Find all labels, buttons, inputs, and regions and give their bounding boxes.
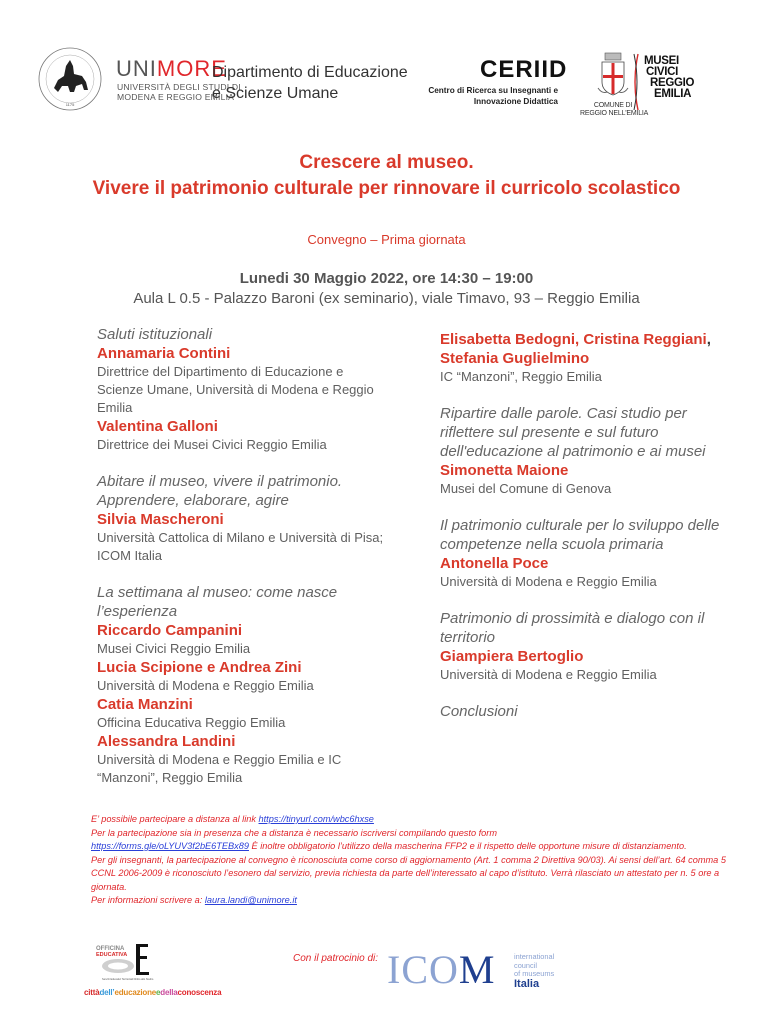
teachers-note: Per gli insegnanti, la partecipazione al convegno è riconosciuta come corso di aggiornamento (Art. 1 comma 2 Direttiva 90/03). Ai sensi dell’art. 64 comma 5 CCNL 2006-2009 è riconosciuto l’esonero dal servizio, previa richiesta da parte dell’interessato al capo d’istituto. Verrà rilasciato un attestato per n. 5 ore a giornata. <box>91 854 726 892</box>
unimore-seal-logo <box>30 46 110 112</box>
musei-bracket-icon <box>630 52 642 112</box>
remote-text: E’ possibile partecipare a distanza al link <box>91 814 259 824</box>
speaker-name: Simonetta Maione <box>440 462 569 479</box>
musei-civici-logo <box>644 56 694 100</box>
officina-logo-icon <box>92 942 182 982</box>
spacer <box>97 565 387 583</box>
ceriid-line2: Innovazione Didattica <box>473 97 558 106</box>
speaker-name: Riccardo Campanini <box>97 622 243 639</box>
participation-notes <box>91 813 751 908</box>
citta-word: dell’ <box>99 988 115 997</box>
speaker-name: Silvia Mascheroni <box>97 511 224 528</box>
event-date: Lunedi 30 Maggio 2022, ore 14:30 – 19:00 <box>239 270 534 287</box>
comune-reggio-emilia-logo <box>597 52 629 102</box>
program-left-column <box>97 325 387 787</box>
ceriid-logo: CERIID <box>480 56 568 83</box>
comune-caption-line1: COMUNE DI <box>593 102 633 109</box>
registration-note: Per la partecipazione sia in presenza che a distanza è necessario iscriversi compilando questo form <box>91 827 497 838</box>
speaker-name: Lucia Scipione e Andrea Zini <box>97 659 302 676</box>
icom-word-dark: M <box>458 947 496 992</box>
speaker-affiliation: Università Cattolica di Milano e Università di Pisa; ICOM Italia <box>97 530 384 563</box>
spacer <box>440 386 730 404</box>
speaker-name: Elisabetta Bedogni, Cristina Reggiani <box>440 331 707 348</box>
unimore-sub-line2: MODENA E REGGIO EMILIA <box>117 92 235 102</box>
speaker-affiliation: Direttrice del Dipartimento di Educazione e Scienze Umane, Università di Modena e Reggio Emilia <box>97 364 374 415</box>
event-title-line1: Crescere al museo. <box>299 152 474 173</box>
speaker-name-group <box>440 330 730 368</box>
icom-sub-line: council <box>514 960 538 970</box>
icom-logo <box>387 947 496 992</box>
speaker-name: Annamaria Contini <box>97 345 231 362</box>
spacer <box>440 684 730 702</box>
unimore-sub-line1: UNIVERSITÀ DEGLI STUDI DI <box>117 82 241 92</box>
musei-line: REGGIO <box>650 77 695 89</box>
citta-word: educazione <box>114 988 157 997</box>
comune-caption-line2: REGGIO NELL'EMILIA <box>580 110 649 117</box>
citta-educazione-logo <box>84 988 221 997</box>
officina-line2: EDUCATIVA <box>96 952 128 958</box>
speaker-name: Stefania Guglielmino <box>440 350 590 367</box>
citta-word: della <box>160 988 178 997</box>
event-venue: Aula L 0.5 - Palazzo Baroni (ex seminario), viale Timavo, 93 – Reggio Emilia <box>133 290 640 307</box>
speaker-name: Antonella Poce <box>440 555 549 572</box>
talk-title: Saluti istituzionali <box>97 326 213 343</box>
speaker-affiliation: Università di Modena e Reggio Emilia <box>97 678 314 693</box>
department-line1: Dipartimento di Educazione <box>212 64 408 81</box>
talk-title: Ripartire dalle parole. Casi studio per riflettere sul presente e sul futuro dell'educazione al patrimonio e ai musei <box>440 405 706 460</box>
musei-line: EMILIA <box>654 88 692 100</box>
unimore-word-gray: UNI <box>116 56 157 81</box>
unimore-wordmark <box>116 58 227 80</box>
icom-subtitle <box>514 953 554 979</box>
icom-country: Italia <box>514 978 540 990</box>
department-line2: e Scienze Umane <box>212 85 339 102</box>
citta-word: città <box>84 988 100 997</box>
contact-email-link[interactable]: laura.landi@unimore.it <box>204 895 297 905</box>
contact-note <box>91 894 751 908</box>
speaker-affiliation: Università di Modena e Reggio Emilia <box>440 574 657 589</box>
speaker-affiliation: Direttrice dei Musei Civici Reggio Emilia <box>97 437 327 452</box>
spacer <box>440 498 730 516</box>
citta-word: conoscenza <box>177 988 222 997</box>
ceriid-line1: Centro di Ricerca su Insegnanti e <box>428 86 558 95</box>
name-separator: , <box>706 331 711 348</box>
spacer <box>440 591 730 609</box>
seal-icon <box>30 46 110 112</box>
musei-line: MUSEI <box>644 55 679 67</box>
contact-text: Per informazioni scrivere a: <box>91 895 205 905</box>
event-title-line2: Vivere il patrimonio culturale per rinnovare il curricolo scolastico <box>92 178 681 199</box>
program-right-column <box>440 330 730 721</box>
speaker-affiliation: Musei Civici Reggio Emilia <box>97 641 251 656</box>
speaker-affiliation: Officina Educativa Reggio Emilia <box>97 715 286 730</box>
speaker-affiliation: Università di Modena e Reggio Emilia e IC “Manzoni”, Reggio Emilia <box>97 752 342 785</box>
officina-educativa-logo <box>92 942 182 982</box>
ceriid-subtitle <box>420 85 558 107</box>
seal-year: 1175 <box>65 102 75 107</box>
talk-title: Abitare il museo, vivere il patrimonio. Apprendere, elaborare, agire <box>97 473 343 509</box>
speaker-affiliation: IC “Manzoni”, Reggio Emilia <box>440 369 602 384</box>
speaker-name: Catia Manzini <box>97 696 193 713</box>
speaker-affiliation: Università di Modena e Reggio Emilia <box>440 667 657 682</box>
closing-remarks: Conclusioni <box>440 703 518 720</box>
remote-note <box>91 813 751 827</box>
officina-line1: OFFICINA <box>96 946 125 952</box>
speaker-name: Alessandra Landini <box>97 733 236 750</box>
patronage-label: Con il patrocinio di: <box>293 953 379 964</box>
form-note <box>91 840 751 854</box>
registration-form-link[interactable]: https://forms.gle/oLYUV3f2bE6TEBx89 <box>91 841 249 851</box>
officina-caption: Servizi Educativi Territoriali Diritto allo Studio <box>102 978 154 981</box>
musei-line: CIVICI <box>646 66 679 78</box>
unimore-word-red: MORE <box>156 56 227 81</box>
event-subtitle: Convegno – Prima giornata <box>307 232 466 247</box>
mask-text: È inoltre obbligatorio l’utilizzo della mascherina FFP2 e il rispetto delle opportune misure di distanziamento. <box>248 841 687 851</box>
speaker-name: Valentina Galloni <box>97 418 218 435</box>
talk-title: La settimana al museo: come nasce l’esperienza <box>97 584 338 620</box>
talk-title: Patrimonio di prossimità e dialogo con il territorio <box>440 610 705 646</box>
citta-word: e <box>156 988 161 997</box>
remote-link[interactable]: https://tinyurl.com/wbc6hxse <box>258 814 374 824</box>
coat-of-arms-icon <box>597 52 629 102</box>
department-name <box>212 62 408 104</box>
spacer <box>97 454 387 472</box>
speaker-name: Giampiera Bertoglio <box>440 648 584 665</box>
talk-title: Il patrimonio culturale per lo sviluppo delle competenze nella scuola primaria <box>440 517 720 553</box>
icom-sub-line: of museums <box>514 969 555 978</box>
icom-sub-line: international <box>514 952 555 961</box>
speaker-affiliation: Musei del Comune di Genova <box>440 481 612 496</box>
icom-word-light: ICO <box>387 947 459 992</box>
